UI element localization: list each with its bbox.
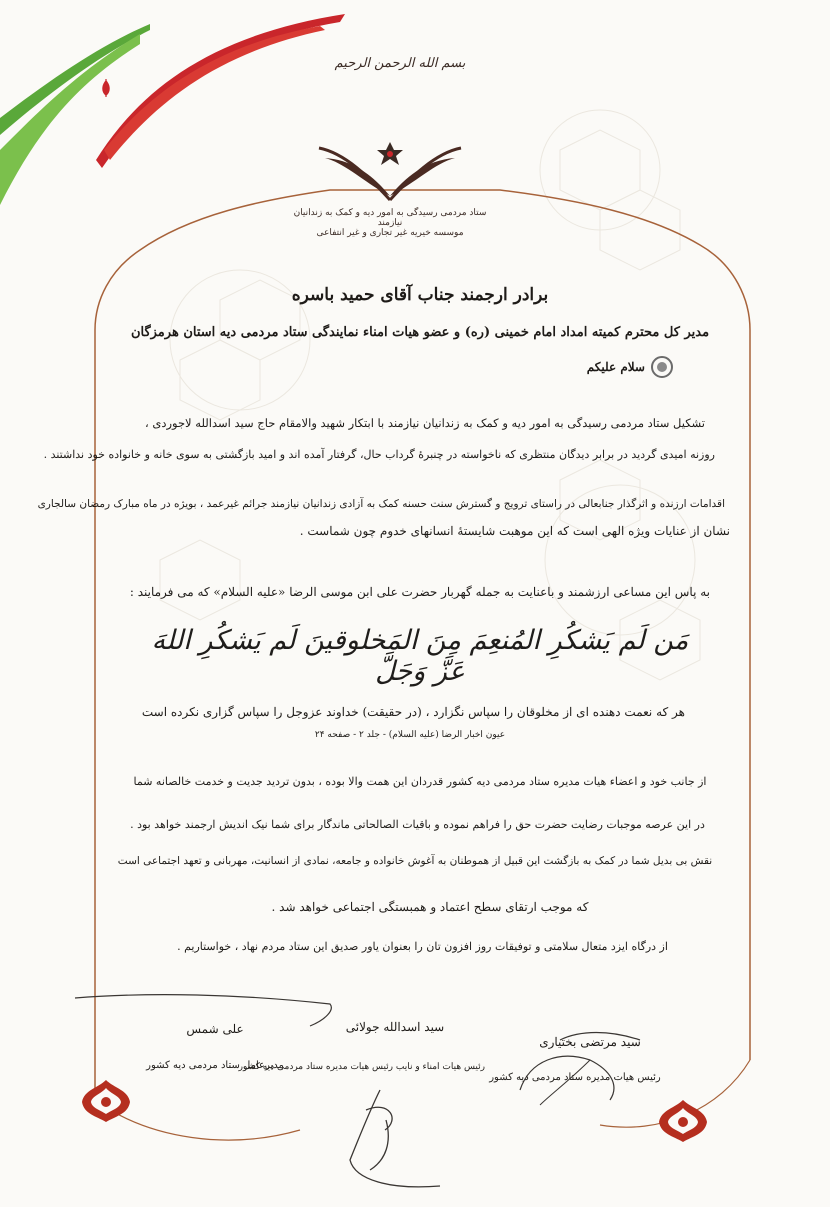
hadith-source: عیون اخبار الرضا (علیه السلام) - جلد ۲ - صفحه ۲۴ (314, 730, 506, 740)
corner-ornament-left-icon (78, 1078, 134, 1124)
signature-scribble-right (500, 1000, 670, 1110)
signatory-3-name: علی شمس (186, 1022, 244, 1036)
closing-line-4: که موجب ارتقای سطح اعتماد و همبستگی اجتماعی خواهد شد . (271, 900, 589, 914)
signatory-2-name: سید اسدالله جولائی (345, 1020, 445, 1034)
signature-scribble-center (330, 1080, 480, 1195)
hadith-quote: مَن لَم یَشکُرِ المُنعِمَ مِنَ المَخلوقینَ لَم یَشکُرِ اللهَ عَزَّ وَجَلَّ (151, 625, 689, 687)
signature-scribble-left (70, 990, 340, 1050)
body-line-2: روزنه امیدی گردید در برابر دیدگان منتظری که ناخواسته در چنبرهٔ گرداب حال، گرفتار آمده اند و امید بازگشتی به سوی خانه و خانواده خود نداشتند . (43, 448, 715, 461)
closing-line-2: در این عرصه موجبات رضایت حضرت حق را فراهم نموده و باقیات الصالحاتی ماندگار برای شما نیک اندیش ارجمند خواهد بود . (130, 818, 705, 831)
signatory-1-name: سید مرتضی بختیاری (539, 1035, 641, 1049)
recipient-position: مدیر کل محترم کمیته امداد امام خمینی (ره) و عضو هیات امناء نمایندگی ستاد مردمی دیه استان هرمزگان (130, 325, 710, 340)
seal-stamp-icon (650, 355, 674, 379)
organization-logo-icon (315, 138, 465, 208)
body-line-5: به پاس این مساعی ارزشمند و باعنایت به جمله گهربار حضرت علی ابن موسی الرضا «علیه السلام» که می فرمایند : (129, 585, 710, 599)
body-line-3: اقدامات ارزنده و اثرگذار جنابعالی در راستای ترویج و گسترش سنت حسنه کمک به آزادی زندانیان نیازمند جرائم غیرعمد ، بویژه در ماه مبارک رمضان سالجاری (37, 498, 725, 510)
signatory-2-role: رئیس هیات امناء و نایب رئیس هیات مدیره ستاد مردمی دیه کشور (238, 1062, 485, 1072)
organization-subtitle: موسسه خیریه غیر تجاری و غیر انتفاعی (316, 228, 464, 238)
closing-line-1: از جانب خود و اعضاء هیات مدیره ستاد مردمی دیه کشور قدردان این همت والا بوده ، بدون تردید جدیت و خدمت خالصانه شما (133, 775, 707, 788)
closing-line-3: نقش بی بدیل شما در کمک به بازگشت این قبیل از هموطنان به آغوش خانواده و جامعه، نمادی از انسانیت، مهربانی و تعهد اجتماعی است (117, 855, 713, 867)
recipient-title: برادر ارجمند جناب آقای حمید باسره (291, 285, 549, 305)
body-line-4: نشان از عنایات ویژه الهی است که این موهبت شایستهٔ انسانهای خدوم چون شماست . (299, 524, 730, 538)
signatory-1-role: رئیس هیات مدیره ستاد مردمی دیه کشور (489, 1072, 661, 1083)
organization-name: ستاد مردمی رسیدگی به امور دیه و کمک به زندانیان نیازمند (293, 208, 487, 228)
greeting: سلام علیکم (586, 360, 645, 374)
closing-line-5: از درگاه ایزد متعال سلامتی و توفیقات روز افزون تان را بعنوان یاور صدیق این ستاد مردم نهاد ، خواستاریم . (177, 940, 668, 953)
bismillah-heading: بسم الله الرحمن الرحیم (334, 56, 466, 71)
flag-ribbon-decoration (0, 0, 360, 230)
iran-emblem-icon (102, 79, 109, 97)
hadith-translation: هر که نعمت دهنده ای از مخلوقان را سپاس نگزارد ، (در حقیقت) خداوند عزوجل را سپاس گزاری نکرده است (141, 705, 685, 719)
body-line-1: تشکیل ستاد مردمی رسیدگی به امور دیه و کمک به زندانیان نیازمند با ابتکار شهید والامقام حاج سید اسدالله لاجوردی ، (144, 416, 706, 430)
signatory-3-role: مدیرعامل ستاد مردمی دیه کشور (146, 1060, 284, 1071)
